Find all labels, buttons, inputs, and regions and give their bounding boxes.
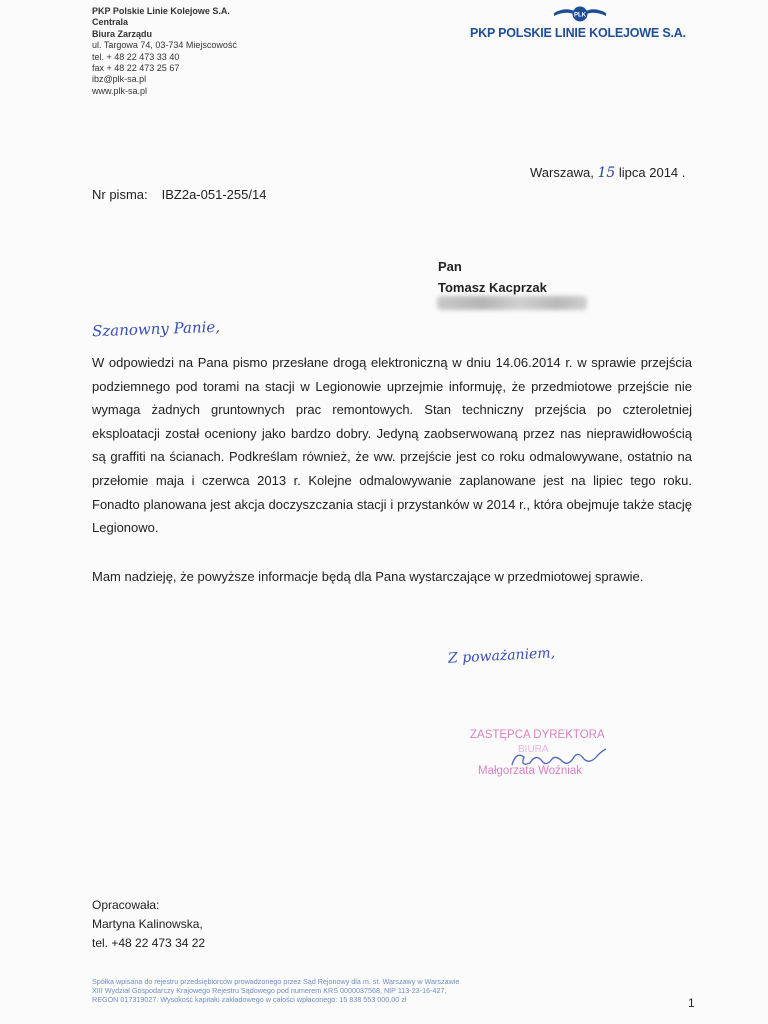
footer-line-2: XIII Wydział Gospodarczy Krajowego Rejestru Sądowego pod numerem KRS 0000037568, NIP 113-23-16-427, [92,986,447,996]
sender-block [92,6,237,97]
reference-label: Nr pisma: [92,187,148,202]
prepared-by-block [92,896,205,953]
emblem-text: PLK [574,12,586,19]
sender-department: Biura Zarządu [92,28,153,39]
brand-name: PKP POLSKIE LINIE KOLEJOWE S.A. [470,26,686,40]
sender-fax: fax + 48 22 473 25 67 [92,63,180,74]
signature [506,743,616,773]
footer-line-1: Spółka wpisana do rejestru przedsiębiorców prowadzonego przez Sąd Rejonowy dla m. st. Warszawy w Warszawie [92,977,460,986]
stamp-name: Małgorzata Woźniak [478,765,582,777]
stamp-department: BIURA [518,744,549,755]
prepared-label: Opracowała: [92,898,160,912]
winged-wheel-icon [552,4,608,24]
legal-footer [92,977,592,1005]
sender-tel: tel. + 48 22 473 33 40 [92,51,180,62]
sender-web: www.plk-sa.pl [92,85,148,96]
recipient-block [438,256,547,298]
sender-email: ibz@plk-sa.pl [92,74,147,85]
closing-sentence: Mam nadzieję, że powyższe informacje będą dla Pana wystarczające w przedmiotowej sprawie. [92,569,644,584]
sender-address: ul. Targowa 74, 03-734 Miejscowość [92,40,237,51]
page-number: 1 [688,996,695,1010]
reference-value: IBZ2a-051-255/14 [161,187,267,202]
greeting: Szanowny Panie, [91,317,221,341]
prepared-name: Martyna Kalinowska, [92,917,203,931]
regards-handwritten: Z poważaniem, [447,645,556,667]
date-rest: lipca 2014 . [618,165,686,180]
sender-company: PKP Polskie Linie Kolejowe S.A. [92,6,230,16]
official-stamp [470,729,650,789]
footer-line-3: REGON 017319027. Wysokość kapitału zakładowego w całości wpłaconego: 15 838 553 000,00 zł [92,995,407,1005]
letter-date [530,165,685,181]
date-city: Warszawa, [530,165,594,180]
company-logo [470,4,700,44]
redacted-address [437,296,587,310]
recipient-name: Tomasz Kacprzak [438,280,547,295]
letter-body: W odpowiedzi na Pana pismo przesłane drogą elektroniczną w dniu 14.06.2014 r. w sprawie przejścia podziemnego pod torami na stacji w Legionowie uprzejmie informuję, że przedmiotowe przejście nie wymaga żadnych gruntownych prac remontowych. Stan techniczny przejścia po czteroletniej eksploatacji został oceniony jako bardzo dobry. Jedyną zaobserwowaną przez nas nieprawidłowością są graffiti na ścianach. Podkreślam również, że ww. przejście jest co roku odmalowywane, ostatnio na przełomie maja i czerwca 2013 r. Kolejne odmalowywanie zaplanowane jest na lipiec tego roku. Fonadto planowana jest akcja doczyszczania stacji i przystanków w 2014 r., która obejmuje także stację Legionowo. [92,355,692,536]
date-day: 15 [597,165,616,181]
stamp-title: ZASTĘPCA DYREKTORA [470,729,605,741]
prepared-phone: tel. +48 22 473 34 22 [92,936,206,950]
recipient-title: Pan [438,259,462,274]
sender-unit: Centrala [92,17,129,28]
reference-number [92,187,266,202]
